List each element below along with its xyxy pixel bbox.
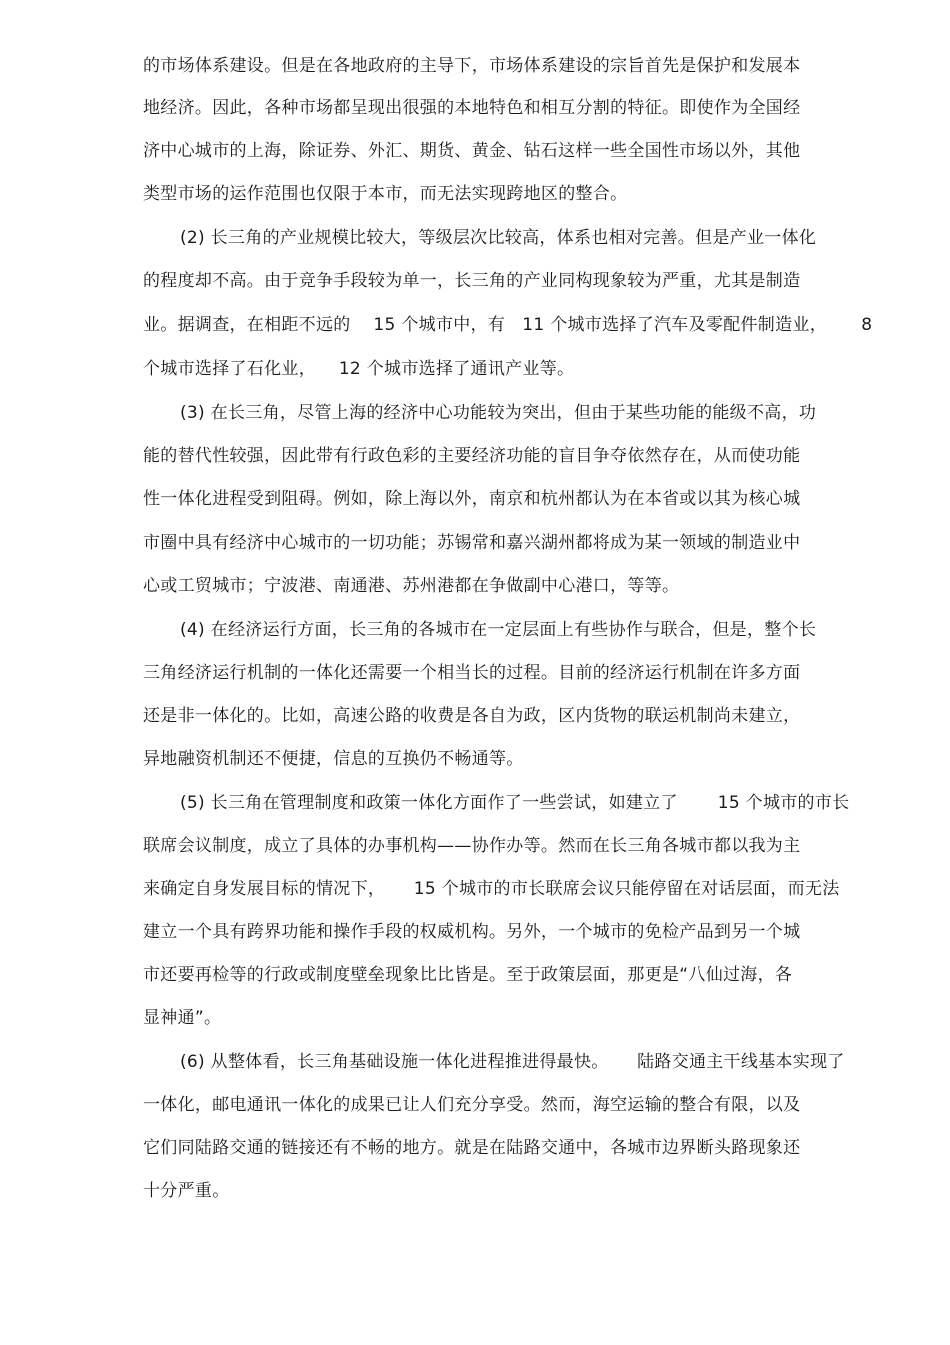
text-line: 异地融资机制还不便捷，信息的互换仍不畅通等。 xyxy=(143,749,524,769)
text-line: 业。据调查，在相距不远的 15 个城市中，有 11 个城市选择了汽车及零配件制造业， 8 xyxy=(143,315,873,335)
text-line: 性一体化进程受到阻碍。例如，除上海以外，南京和杭州都认为在本省或以其为核心城 xyxy=(143,489,801,509)
text-line: 的市场体系建设。但是在各地政府的主导下，市场体系建设的宗旨首先是保护和发展本 xyxy=(143,56,801,76)
paragraph-5-start: (5) 长三角在管理制度和政策一体化方面作了一些尝试，如建立了 15 个城市的市长 xyxy=(180,793,850,813)
text-line: 类型市场的运作范围也仅限于本市，而无法实现跨地区的整合。 xyxy=(143,184,628,204)
text-line: 市圈中具有经济中心城市的一切功能；苏锡常和嘉兴湖州都将成为某一领域的制造业中 xyxy=(143,533,801,553)
text-line: 地经济。因此，各种市场都呈现出很强的本地特色和相互分割的特征。即使作为全国经 xyxy=(143,98,801,118)
text-line: 十分严重。 xyxy=(143,1181,230,1201)
text-line: 能的替代性较强，因此带有行政色彩的主要经济功能的盲目争夺依然存在，从而使功能 xyxy=(143,446,801,466)
text-line: 市还要再检等的行政或制度壁垒现象比比皆是。至于政策层面，那更是“八仙过海，各 xyxy=(143,965,793,985)
text-line: 建立一个具有跨界功能和操作手段的权威机构。另外，一个城市的免检产品到另一个城 xyxy=(143,922,801,942)
text-line: 三角经济运行机制的一体化还需要一个相当长的过程。目前的经济运行机制在许多方面 xyxy=(143,663,801,683)
text-line: 的程度却不高。由于竞争手段较为单一，长三角的产业同构现象较为严重，尤其是制造 xyxy=(143,271,801,291)
text-line: 显神通”。 xyxy=(143,1008,222,1028)
text-line: 还是非一体化的。比如，高速公路的收费是各自为政，区内货物的联运机制尚未建立， xyxy=(143,706,801,726)
paragraph-2-start: (2) 长三角的产业规模比较大，等级层次比较高，体系也相对完善。但是产业一体化 xyxy=(180,228,817,248)
text-line: 联席会议制度，成立了具体的办事机构——协作办等。然而在长三角各城市都以我为主 xyxy=(143,836,801,856)
text-line: 济中心城市的上海，除证券、外汇、期货、黄金、钻石这样一些全国性市场以外，其他 xyxy=(143,141,801,161)
text-line: 一体化，邮电通讯一体化的成果已让人们充分享受。然而，海空运输的整合有限，以及 xyxy=(143,1095,801,1115)
text-line: 来确定自身发展目标的情况下， 15 个城市的市长联席会议只能停留在对话层面，而无法 xyxy=(143,879,840,899)
paragraph-3-start: (3) 在长三角，尽管上海的经济中心功能较为突出，但由于某些功能的能级不高，功 xyxy=(180,403,817,423)
paragraph-4-start: (4) 在经济运行方面，长三角的各城市在一定层面上有些协作与联合，但是，整个长 xyxy=(180,620,817,640)
paragraph-6-start: (6) 从整体看，长三角基础设施一体化进程推进得最快。 陆路交通主干线基本实现了 xyxy=(180,1052,845,1072)
text-line: 心或工贸城市；宁波港、南通港、苏州港都在争做副中心港口，等等。 xyxy=(143,576,680,596)
text-line: 它们同陆路交通的链接还有不畅的地方。就是在陆路交通中，各城市边界断头路现象还 xyxy=(143,1138,801,1158)
text-line: 个城市选择了石化业， 12 个城市选择了通讯产业等。 xyxy=(143,359,575,379)
